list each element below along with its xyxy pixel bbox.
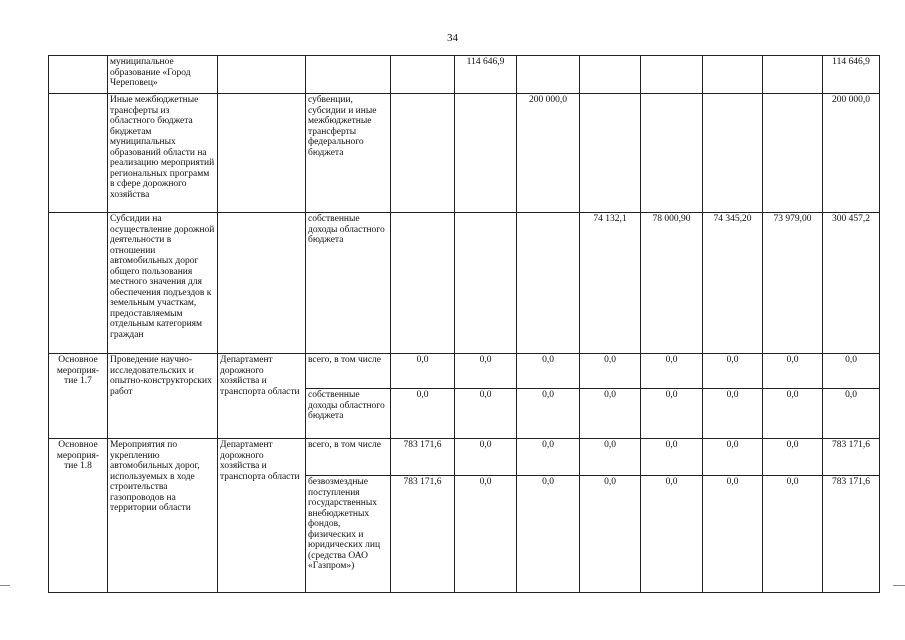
cell-value xyxy=(391,94,455,213)
cell-value: 0,0 xyxy=(580,439,641,476)
cell-value: 0,0 xyxy=(455,439,517,476)
cell-executor xyxy=(218,56,306,94)
cell-name: Мероприятия по укреплению автомобильных дорог, используемых в ходе строительства газопроводов на территории области xyxy=(108,439,218,593)
cell-value xyxy=(580,94,641,213)
cell-value: 0,0 xyxy=(580,354,641,389)
table-row xyxy=(49,94,880,213)
cell-value: 0,0 xyxy=(641,389,703,439)
cell-measure xyxy=(49,56,108,94)
cell-value: 0,0 xyxy=(455,354,517,389)
cell-measure: Основное мероприя-тие 1.8 xyxy=(49,439,108,593)
cell-value: 74 345,20 xyxy=(703,213,763,354)
cell-value: 0,0 xyxy=(517,476,580,593)
cell-value: 200 000,0 xyxy=(517,94,580,213)
cell-value: 78 000,90 xyxy=(641,213,703,354)
cell-value xyxy=(641,56,703,94)
cell-total: 0,0 xyxy=(823,354,880,389)
cell-total: 783 171,6 xyxy=(823,439,880,476)
budget-table xyxy=(48,55,880,593)
cell-value: 0,0 xyxy=(703,476,763,593)
cell-total: 200 000,0 xyxy=(823,94,880,213)
cell-value xyxy=(763,94,823,213)
cell-value: 74 132,1 xyxy=(580,213,641,354)
cell-source: собственные доходы областного бюджета xyxy=(306,389,391,439)
cell-value: 0,0 xyxy=(517,389,580,439)
table-row xyxy=(49,354,880,389)
cell-value: 0,0 xyxy=(580,476,641,593)
cell-total: 300 457,2 xyxy=(823,213,880,354)
cell-name: Иные межбюджетные трансферты из областного бюджета бюджетам муниципальных образований области на реализацию мероприятий региональных программ в сфере дорожного хозяйства xyxy=(108,94,218,213)
margin-mark-left xyxy=(0,585,10,586)
cell-value: 0,0 xyxy=(763,354,823,389)
cell-source: всего, в том числе xyxy=(306,439,391,476)
cell-total: 0,0 xyxy=(823,389,880,439)
cell-value xyxy=(703,94,763,213)
cell-value: 783 171,6 xyxy=(391,439,455,476)
cell-value xyxy=(517,56,580,94)
cell-value: 0,0 xyxy=(455,389,517,439)
cell-value xyxy=(391,56,455,94)
cell-source: безвозмездные поступления государственных внебюджетных фондов, физических и юридических лиц (средства ОАО «Газпром») xyxy=(306,476,391,593)
cell-value: 0,0 xyxy=(580,389,641,439)
cell-value xyxy=(763,56,823,94)
cell-value: 0,0 xyxy=(391,389,455,439)
table-row xyxy=(49,213,880,354)
cell-name: муниципальное образование «Город Череповец» xyxy=(108,56,218,94)
cell-value: 114 646,9 xyxy=(455,56,517,94)
cell-value: 0,0 xyxy=(763,476,823,593)
cell-executor: Департамент дорожного хозяйства и транспорта области xyxy=(218,439,306,593)
cell-value: 0,0 xyxy=(703,389,763,439)
cell-value xyxy=(391,213,455,354)
cell-name: Субсидии на осуществление дорожной деятельности в отношении автомобильных дорог общего пользования местного значения для обеспечения подъездов к земельным участкам, предоставляемым отдельным категориям граждан xyxy=(108,213,218,354)
cell-executor xyxy=(218,213,306,354)
cell-value xyxy=(455,213,517,354)
cell-executor xyxy=(218,94,306,213)
cell-source: субвенции, субсидии и иные межбюджетные трансферты федерального бюджета xyxy=(306,94,391,213)
cell-value: 0,0 xyxy=(391,354,455,389)
cell-value: 783 171,6 xyxy=(391,476,455,593)
cell-source xyxy=(306,56,391,94)
cell-measure xyxy=(49,213,108,354)
cell-measure xyxy=(49,94,108,213)
cell-value: 0,0 xyxy=(517,354,580,389)
cell-source: всего, в том числе xyxy=(306,354,391,389)
cell-measure: Основное мероприя-тие 1.7 xyxy=(49,354,108,439)
cell-executor: Департамент дорожного хозяйства и транспорта области xyxy=(218,354,306,439)
cell-value: 0,0 xyxy=(703,354,763,389)
cell-total: 783 171,6 xyxy=(823,476,880,593)
cell-value xyxy=(455,94,517,213)
cell-name: Проведение научно-исследовательских и опытно-конструкторских работ xyxy=(108,354,218,439)
cell-value: 0,0 xyxy=(641,439,703,476)
cell-value: 0,0 xyxy=(641,476,703,593)
margin-mark-right xyxy=(893,585,905,586)
cell-source: собственные доходы областного бюджета xyxy=(306,213,391,354)
table-row xyxy=(49,56,880,94)
cell-value: 0,0 xyxy=(703,439,763,476)
cell-value xyxy=(703,56,763,94)
cell-value xyxy=(580,56,641,94)
page-number: 34 xyxy=(447,32,458,44)
cell-value: 0,0 xyxy=(517,439,580,476)
cell-value: 0,0 xyxy=(641,354,703,389)
cell-value xyxy=(517,213,580,354)
cell-value: 0,0 xyxy=(763,389,823,439)
cell-total: 114 646,9 xyxy=(823,56,880,94)
cell-value: 0,0 xyxy=(763,439,823,476)
table-row xyxy=(49,439,880,476)
cell-value: 0,0 xyxy=(455,476,517,593)
cell-value xyxy=(641,94,703,213)
cell-value: 73 979,00 xyxy=(763,213,823,354)
